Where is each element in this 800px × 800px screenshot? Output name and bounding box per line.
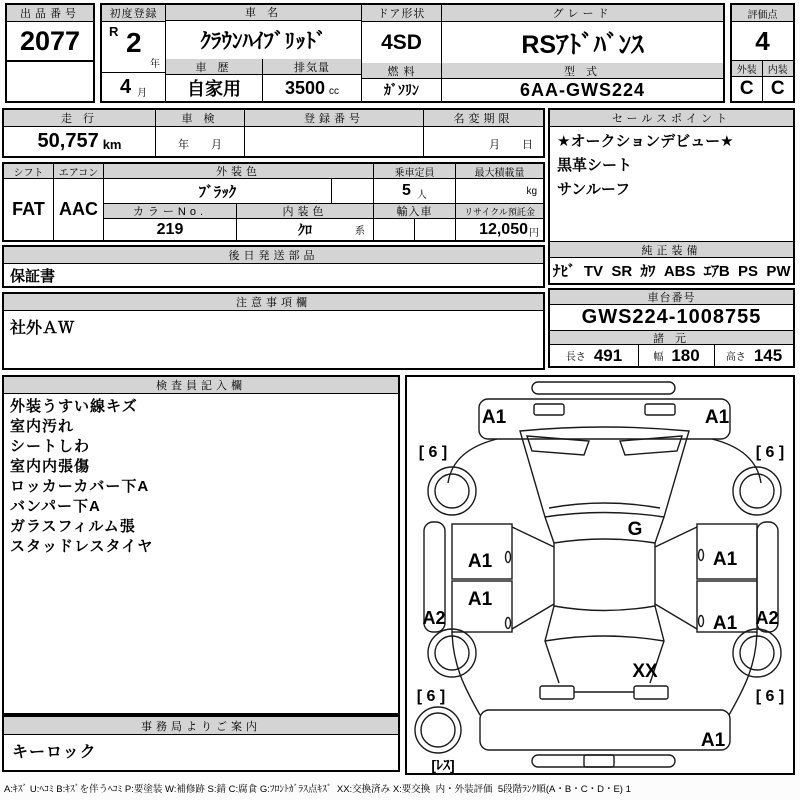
aircon-cell [54, 164, 104, 240]
model-code-value: 6AA-GWS224 [519, 79, 646, 100]
aircon-label: エアコン [54, 164, 103, 179]
color-no-value: 219 [104, 219, 237, 240]
unfold-line-2 [512, 604, 554, 629]
unfold-line-1 [512, 527, 554, 547]
era-value: R [109, 24, 119, 39]
sales-point-line: サンルーフ [557, 181, 631, 198]
registration-no-value [245, 127, 423, 156]
later-parts-label: 後日発送部品 [4, 247, 543, 264]
interior-grade-value: C [770, 78, 785, 99]
fuel-label: 燃 料 [362, 63, 441, 79]
damage-mark-windshield: G [627, 519, 643, 540]
first-registration-label: 初度登録 [102, 5, 165, 22]
cautions-label: 注意事項欄 [4, 294, 543, 311]
door-shape-cell [362, 5, 442, 101]
name-change-hint: 月 日 [489, 139, 533, 151]
length-label: 長さ [565, 352, 586, 363]
mileage-band [2, 108, 545, 158]
inspector-note-line: スタッドレスタイヤ [10, 538, 154, 555]
imported-label: 輸入車 [374, 204, 456, 219]
damage-diagram-box [405, 375, 795, 775]
front-wheel-right-inner [740, 474, 774, 508]
inspector-note-line: 室内内張傷 [10, 458, 91, 475]
inspector-notes-box [2, 375, 400, 715]
vehicle-info-box [100, 3, 725, 103]
cowl-line [549, 503, 660, 508]
reg-month-unit: 月 [137, 87, 148, 99]
license-plate-shape [584, 755, 614, 767]
spec-band [2, 162, 545, 242]
factory-equipment-label: 純正装備 [550, 242, 793, 258]
first-registration-cell [102, 5, 166, 101]
reg-year-value: 2 [126, 27, 142, 58]
car-name-cell [166, 5, 362, 101]
spare-tire-shape [415, 707, 461, 753]
damage-mark-rear-window: XX [632, 661, 658, 682]
door-shape-value: 4SD [381, 30, 422, 54]
office-notice-box [2, 715, 400, 772]
damage-mark-front-door-right: A1 [712, 549, 738, 570]
front-wheel-left-inner [435, 474, 469, 508]
capacity-unit: 人 [416, 190, 427, 201]
car-diagram [407, 377, 793, 773]
door-handle-rear-right [699, 616, 704, 627]
door-handle-front-right [699, 550, 704, 561]
inspector-note-line: 外装うすい線キズ [10, 398, 138, 415]
inspector-note-line: シートしわ [10, 438, 91, 455]
damage-mark-rear-wheel-left: [ 6 ] [416, 688, 446, 705]
model-code-label: 型 式 [442, 63, 723, 79]
footer-legend: A:ｷｽﾞ U:ﾍｺﾐ B:ｷｽﾞを伴うﾍｺﾐ P:要塗装 W:補修跡 S:錆 C:腐食 G:ﾌﾛﾝﾄｶﾞﾗｽ点ｷｽﾞ XX:交換済み X:要交換 内・外装評価 5段階ﾗﾝｸ順(A・B・C・D・E) 1 [4, 784, 631, 795]
spare-tire-inner [421, 713, 455, 747]
aircon-value: AAC [59, 199, 98, 219]
sales-point-label: セールスポイント [550, 110, 793, 127]
dimensions-label: 諸 元 [550, 331, 793, 345]
interior-color-label: 内装色 [237, 204, 374, 219]
exterior-grade-value: C [732, 77, 763, 101]
inspection-expiry-label: 車 検 [156, 110, 244, 127]
max-load-label: 最大積載量 [456, 164, 543, 179]
inspector-note-line: 室内汚れ [10, 418, 75, 435]
displacement-unit: cc [329, 85, 340, 97]
front-fender-right-shape [712, 439, 761, 483]
car-name-label: 車 名 [166, 5, 361, 21]
sales-point-box [548, 108, 795, 285]
damage-mark-rocker-left: A2 [422, 608, 446, 628]
score-value: 4 [732, 22, 793, 61]
lot-number-box [5, 3, 95, 103]
interior-color-value: ｸﾛ [298, 221, 312, 238]
rear-glass-line [545, 636, 664, 641]
grade-value: RSｱﾄﾞﾊﾞﾝｽ [521, 30, 644, 59]
recycle-deposit-label: リサイクル預託金 [456, 204, 543, 219]
inspector-notes-label: 検査員記入欄 [4, 377, 398, 394]
shift-cell [4, 164, 54, 240]
inspection-expiry-hint: 年 月 [178, 139, 222, 151]
height-label: 高さ [725, 352, 746, 363]
office-notice-value: キーロック [12, 744, 97, 761]
registration-no-cell [245, 110, 424, 156]
headlight-left-shape [534, 404, 564, 415]
max-load-unit: kg [526, 185, 537, 197]
color-no-label: カラーNo. [104, 204, 237, 219]
headlight-right-shape [645, 404, 675, 415]
interior-grade-label: 内装 [763, 61, 794, 77]
factory-equipment-value: ﾅﾋﾞ TV SR ｶﾜ ABS ｴｱB PS PW [553, 263, 791, 280]
damage-mark-front-wheel-left: [ 6 ] [418, 444, 448, 461]
hood-shape [479, 399, 730, 439]
width-label: 幅 [653, 352, 664, 363]
front-fender-left-shape [448, 439, 497, 483]
later-parts-box [2, 245, 545, 288]
lot-number-label: 出品番号 [7, 5, 93, 22]
damage-mark-spare-tire: [ﾚｽ] [431, 757, 455, 773]
reg-month-cell [102, 73, 165, 101]
capacity-value: 5 [402, 182, 411, 199]
cautions-value: 社外ＡＷ [10, 320, 75, 337]
door-handle-rear-left [506, 618, 511, 629]
sales-point-line: 黒革シート [557, 157, 633, 174]
exterior-color-extra [332, 179, 374, 204]
damage-mark-hood-left: A1 [481, 407, 507, 428]
a-pillar-left [545, 517, 554, 543]
unfold-line-3 [655, 527, 697, 547]
exterior-color-label: 外装色 [104, 164, 374, 179]
front-bumper-shape [532, 382, 675, 394]
imported-extra [415, 219, 456, 240]
chassis-box [548, 288, 795, 368]
reg-year-unit: 年 [150, 59, 160, 70]
rear-bumper-shape [532, 755, 675, 767]
damage-mark-rear-door-right: A1 [712, 613, 738, 634]
grade-cell [442, 5, 723, 101]
length-value: 491 [593, 345, 623, 365]
imported-value [374, 219, 415, 240]
damage-mark-hood-right: A1 [704, 407, 730, 428]
damage-mark-front-door-left: A1 [467, 551, 493, 572]
c-pillar-left [545, 606, 559, 683]
width-value: 180 [671, 345, 700, 365]
recycle-deposit-value: 12,050 [479, 220, 528, 238]
inspector-note-line: バンパー下A [10, 498, 101, 515]
mileage-unit: km [102, 136, 122, 152]
door-handle-front-left [506, 552, 511, 563]
damage-mark-rocker-right: A2 [755, 608, 779, 628]
inspector-note-line: ロッカーカバー下A [10, 478, 150, 495]
exterior-grade-label: 外装 [732, 61, 763, 77]
mileage-cell [4, 110, 156, 156]
taillight-left-shape [540, 686, 574, 699]
mileage-label: 走 行 [4, 110, 155, 127]
height-value: 145 [753, 345, 783, 365]
history-value: 自家用 [187, 79, 241, 99]
reg-month-value: 4 [119, 75, 132, 98]
score-label: 評価点 [732, 5, 793, 22]
interior-color-unit: 系 [355, 226, 365, 237]
registration-no-label: 登録番号 [245, 110, 423, 127]
lot-number-value: 2077 [7, 22, 93, 62]
damage-mark-front-wheel-right: [ 6 ] [755, 444, 785, 461]
displacement-label: 排気量 [263, 59, 361, 75]
grade-label: グレード [442, 5, 723, 22]
capacity-label: 乗車定員 [374, 164, 456, 179]
taillight-right-shape [634, 686, 668, 699]
score-box [730, 3, 795, 103]
car-name-value: ｸﾗｳﾝﾊｲﾌﾞﾘｯﾄﾞ [200, 29, 327, 53]
door-shape-label: ドア形状 [362, 5, 441, 22]
displacement-value: 3500 [284, 77, 326, 98]
damage-mark-rear-door-left: A1 [467, 589, 493, 610]
fuel-value: ｶﾞｿﾘﾝ [384, 82, 419, 98]
mileage-value: 50,757 [37, 130, 99, 152]
sales-point-line: ★オークションデビュー★ [557, 133, 734, 150]
shift-label: シフト [4, 164, 53, 179]
rear-body-shape [480, 710, 730, 750]
chassis-no-label: 車台番号 [550, 290, 793, 305]
inspector-note-line: ガラスフィルム張 [10, 518, 136, 535]
damage-mark-rear-bumper: A1 [700, 730, 726, 751]
chassis-no-value: GWS224-1008755 [550, 305, 793, 331]
office-notice-label: 事務局よりご案内 [4, 717, 398, 735]
a-pillar-right [655, 517, 664, 543]
history-label: 車 歴 [166, 59, 262, 75]
unfold-line-4 [655, 604, 697, 629]
later-parts-value: 保証書 [10, 267, 56, 285]
inspection-expiry-cell [156, 110, 245, 156]
roof-shape [554, 539, 655, 611]
recycle-deposit-unit: 円 [529, 228, 539, 239]
name-change-cell [424, 110, 543, 156]
damage-mark-rear-wheel-right: [ 6 ] [755, 688, 785, 705]
exterior-color-value: ﾌﾞﾗｯｸ [104, 179, 332, 204]
name-change-label: 名変期限 [424, 110, 543, 127]
cautions-box [2, 292, 545, 370]
shift-value: FAT [12, 199, 45, 219]
